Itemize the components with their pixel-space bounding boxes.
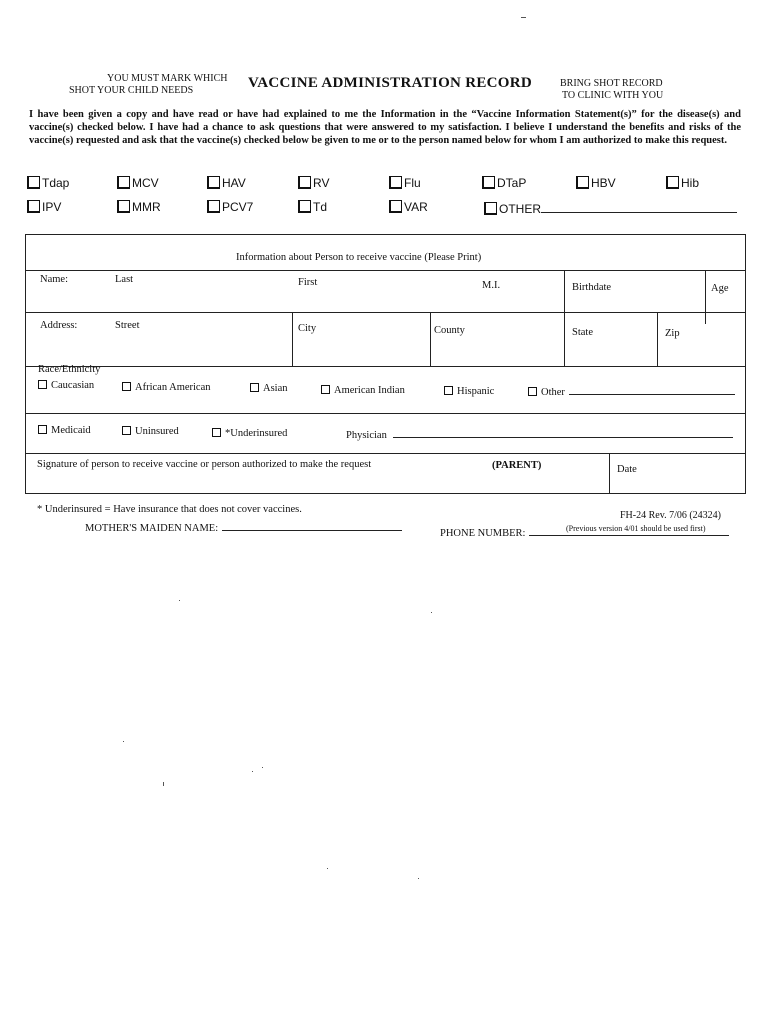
vaccine-label: HBV [591, 176, 616, 190]
underinsured-note: * Underinsured = Have insurance that does not cover vaccines. [37, 504, 302, 515]
vaccine-label: RV [313, 176, 330, 190]
divider [25, 413, 745, 414]
divider [25, 453, 745, 454]
checkbox[interactable] [484, 202, 497, 215]
checkbox[interactable] [27, 200, 40, 213]
street-field[interactable]: Street [115, 320, 140, 331]
scan-speck [431, 612, 432, 613]
age-field[interactable]: Age [711, 283, 729, 294]
bring-record-line1: BRING SHOT RECORD [560, 78, 663, 89]
checkbox[interactable] [207, 200, 220, 213]
divider [430, 312, 431, 366]
divider [292, 312, 293, 366]
divider [705, 270, 706, 324]
divider [657, 312, 658, 366]
vaccine-option-tdap[interactable] [27, 176, 69, 190]
mothers-maiden-line[interactable] [222, 530, 402, 531]
checkbox[interactable] [122, 426, 131, 435]
last-name-field[interactable]: Last [115, 274, 134, 285]
vaccine-label: Td [313, 200, 328, 214]
signature-label: Signature of person to receive vaccine or person authorized to make the request [37, 459, 372, 470]
vaccine-option-hbv[interactable] [576, 176, 616, 190]
vaccine-label: Hib [681, 176, 700, 190]
insurance-label: Medicaid [51, 425, 91, 436]
insurance-label: Uninsured [135, 426, 179, 437]
person-info-box [25, 234, 746, 494]
vaccine-option-flu[interactable] [389, 176, 421, 190]
divider [609, 453, 610, 493]
first-name-field[interactable]: First [298, 277, 318, 288]
zip-field[interactable]: Zip [665, 328, 680, 339]
vaccine-option-dtap[interactable] [482, 176, 526, 190]
address-label: Address: [40, 320, 78, 331]
checkbox[interactable] [207, 176, 220, 189]
race-label: Asian [263, 383, 288, 394]
vaccine-label: DTaP [497, 176, 527, 190]
checkbox[interactable] [389, 200, 402, 213]
mark-instruction-line2: SHOT YOUR CHILD NEEDS [69, 85, 194, 96]
previous-version-note: (Previous version 4/01 should be used first) [566, 524, 706, 533]
divider [25, 312, 745, 313]
date-field[interactable]: Date [617, 464, 637, 475]
scan-speck [163, 782, 164, 786]
checkbox[interactable] [250, 383, 259, 392]
physician-label: Physician [346, 430, 387, 441]
race-option-caucasian[interactable] [38, 380, 94, 392]
vaccine-option-td[interactable] [298, 200, 327, 214]
checkbox[interactable] [389, 176, 402, 189]
middle-initial-field[interactable]: M.I. [482, 280, 501, 291]
form-id: FH-24 Rev. 7/06 (24324) [620, 510, 722, 521]
vaccine-option-other[interactable] [484, 202, 737, 216]
consent-statement: I have been given a copy and have read or have had explained to me the Information in the “Vaccine Information Statement(s)” for the disease(s) and vaccine(s) checked below. I have had a chance to ask questions that were answered to my satisfaction. I believe I understand the benefits and risks of the vaccine(s) requested and ask that the vaccine(s) checked below be given to me or to the person named below for whom I am authorized to make this request. [29, 109, 741, 147]
city-field[interactable]: City [298, 323, 317, 334]
scan-speck [179, 600, 180, 601]
state-field[interactable]: State [572, 327, 593, 338]
vaccine-label: VAR [404, 200, 428, 214]
race-option-asian[interactable] [250, 383, 288, 395]
form-title: VACCINE ADMINISTRATION RECORD [248, 75, 533, 91]
divider [564, 270, 565, 366]
vaccine-option-hav[interactable] [207, 176, 246, 190]
checkbox[interactable] [298, 200, 311, 213]
vaccine-label: HAV [222, 176, 246, 190]
mothers-maiden-name-field[interactable] [85, 523, 402, 535]
birthdate-field[interactable]: Birthdate [572, 282, 612, 293]
phone-line[interactable] [529, 535, 729, 536]
checkbox[interactable] [212, 428, 221, 437]
vaccine-label: MCV [132, 176, 159, 190]
race-label: Hispanic [457, 386, 495, 397]
race-ethnicity-label: Race/Ethnicity [38, 364, 101, 375]
scan-speck [123, 741, 124, 742]
person-info-heading: Information about Person to receive vaccine (Please Print) [236, 252, 482, 263]
checkbox[interactable] [444, 386, 453, 395]
race-option-african-american[interactable] [122, 382, 211, 394]
checkbox[interactable] [117, 176, 130, 189]
scan-speck [262, 767, 263, 768]
vaccine-label: MMR [132, 200, 161, 214]
county-field[interactable]: County [434, 325, 465, 336]
physician-line[interactable] [393, 437, 733, 438]
checkbox[interactable] [482, 176, 495, 189]
checkbox[interactable] [27, 176, 40, 189]
vaccine-option-mmr[interactable] [117, 200, 161, 214]
race-option-american-indian[interactable] [321, 385, 405, 397]
checkbox[interactable] [122, 382, 131, 391]
checkbox[interactable] [528, 387, 537, 396]
mothers-maiden-label: MOTHER'S MAIDEN NAME: [85, 523, 219, 534]
race-option-hispanic[interactable] [444, 386, 494, 398]
checkbox[interactable] [298, 176, 311, 189]
vaccine-option-hib[interactable] [666, 176, 699, 190]
bring-record-line2: TO CLINIC WITH YOU [562, 90, 664, 101]
other-vaccine-line[interactable] [541, 212, 737, 213]
race-label: Caucasian [51, 380, 95, 391]
checkbox[interactable] [576, 176, 589, 189]
insurance-option-underinsured[interactable] [212, 428, 287, 440]
divider [25, 270, 745, 271]
scan-speck [521, 17, 526, 18]
vaccine-option-var[interactable] [389, 200, 428, 214]
vaccine-label: Tdap [42, 176, 70, 190]
vaccine-label: IPV [42, 200, 62, 214]
scan-speck [327, 868, 328, 869]
checkbox[interactable] [117, 200, 130, 213]
name-label: Name: [40, 274, 68, 285]
physician-field[interactable] [346, 430, 733, 442]
race-other-line[interactable] [569, 394, 735, 395]
checkbox[interactable] [38, 425, 47, 434]
race-option-other[interactable] [528, 387, 735, 399]
race-label: African American [135, 382, 211, 393]
vaccine-option-ipv[interactable] [27, 200, 61, 214]
phone-label: PHONE NUMBER: [440, 528, 526, 539]
checkbox[interactable] [38, 380, 47, 389]
checkbox[interactable] [666, 176, 679, 189]
checkbox[interactable] [321, 385, 330, 394]
vaccine-label: OTHER [499, 202, 541, 216]
race-label: Other [541, 387, 565, 398]
scan-speck [252, 771, 253, 772]
insurance-label: *Underinsured [225, 428, 288, 439]
vaccine-label: Flu [404, 176, 421, 190]
insurance-option-medicaid[interactable] [38, 425, 91, 437]
divider [25, 366, 745, 367]
vaccine-option-pcv7[interactable] [207, 200, 253, 214]
mark-instruction-line1: YOU MUST MARK WHICH [107, 73, 228, 84]
vaccine-label: PCV7 [222, 200, 254, 214]
vaccine-option-mcv[interactable] [117, 176, 159, 190]
vaccine-option-rv[interactable] [298, 176, 329, 190]
insurance-option-uninsured[interactable] [122, 426, 179, 438]
phone-number-field[interactable] [440, 528, 729, 540]
scan-speck [418, 878, 419, 879]
race-label: American Indian [334, 385, 405, 396]
parent-label: (PARENT) [492, 460, 542, 471]
